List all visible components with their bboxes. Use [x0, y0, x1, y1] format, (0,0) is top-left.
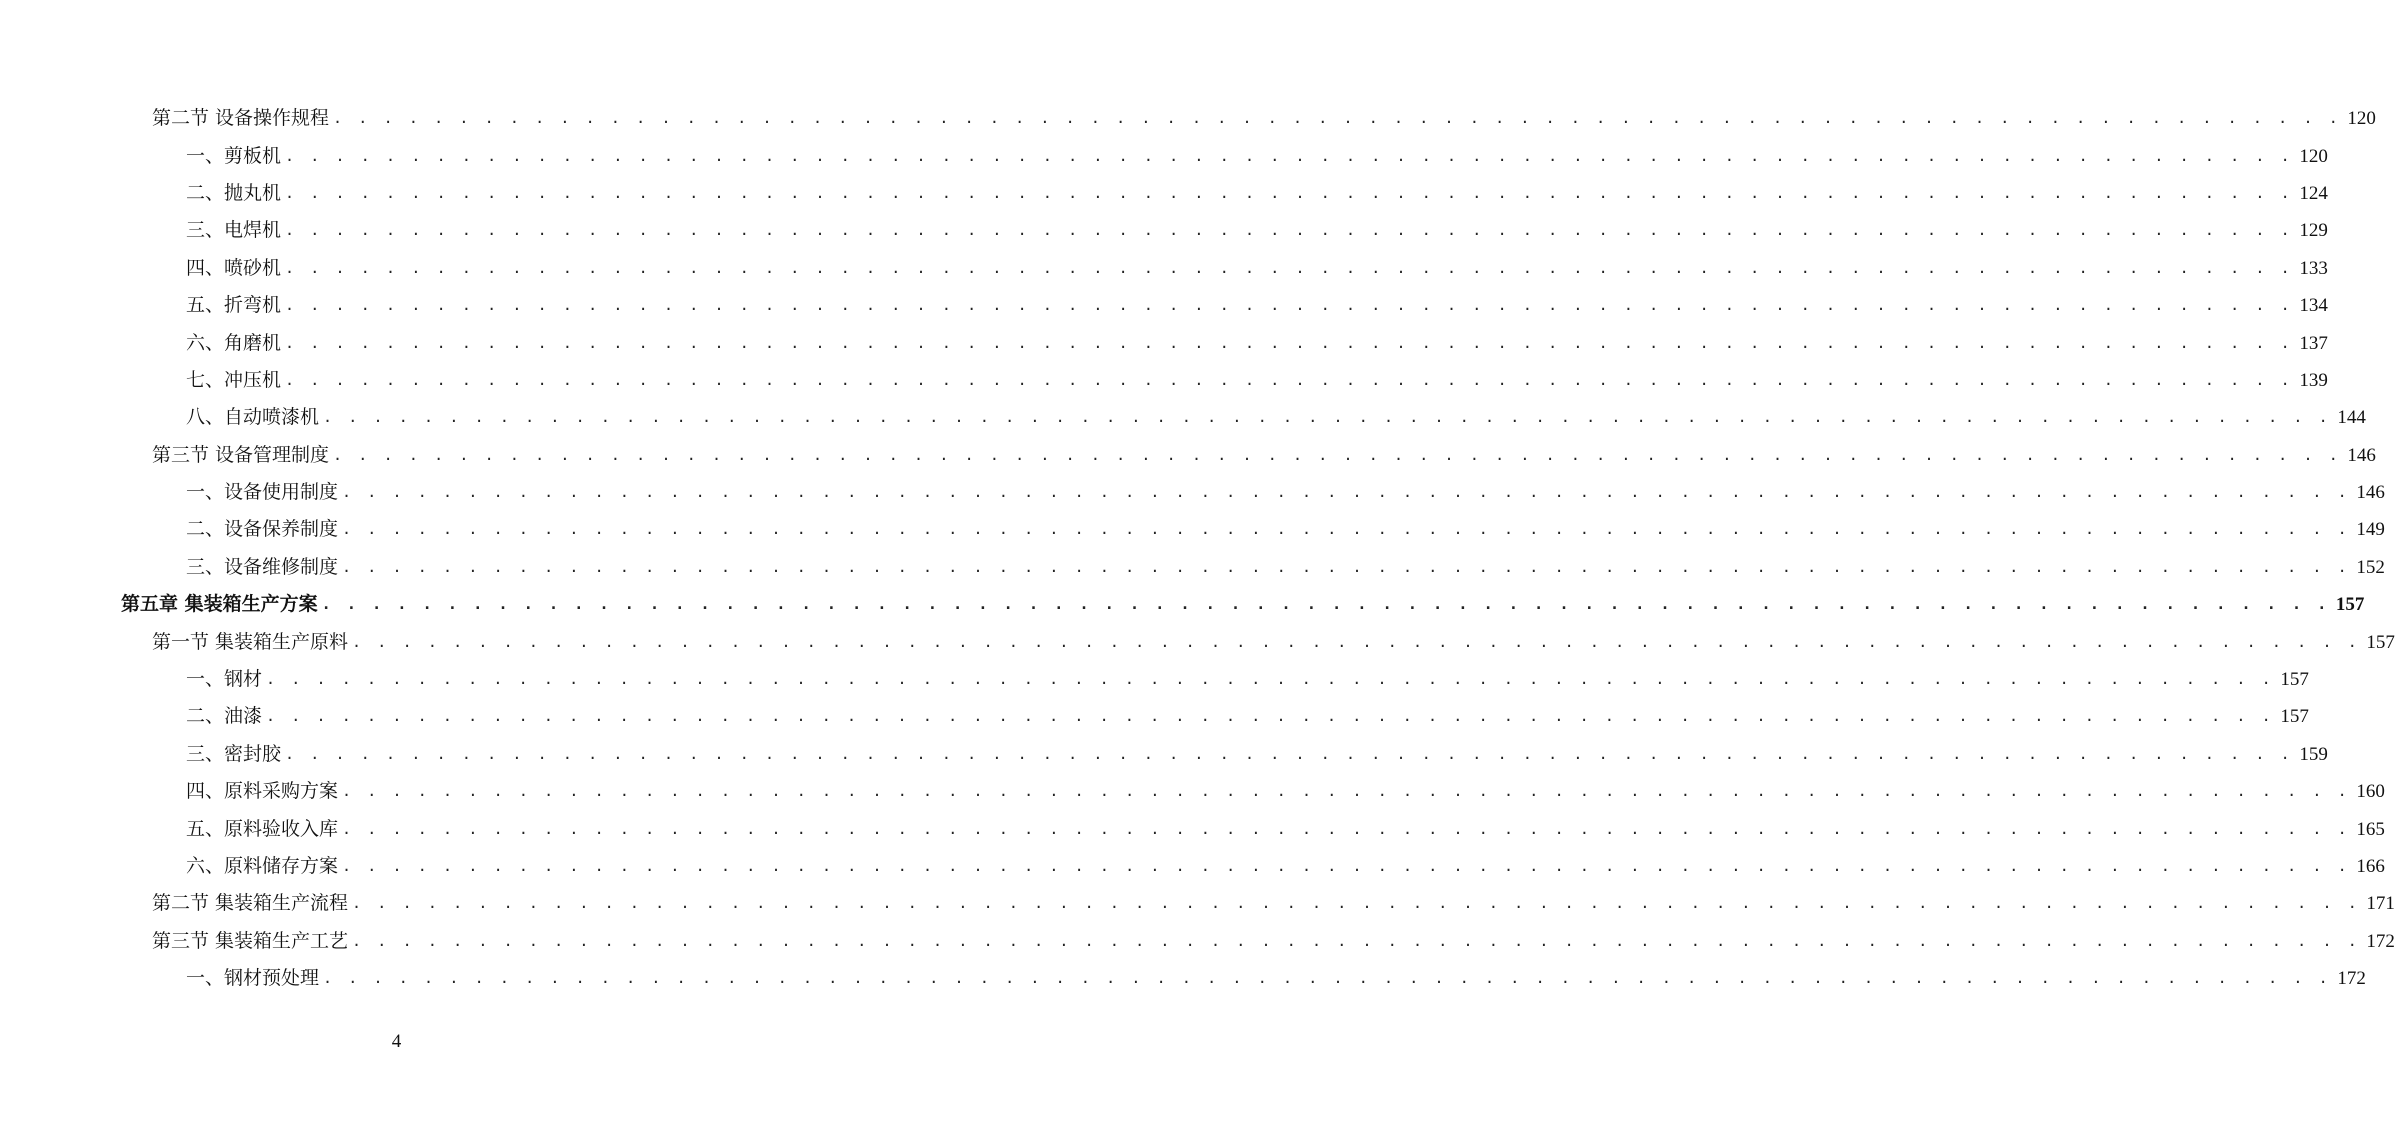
toc-dot-leader: . . . . . . . . . . . . . . . . . . . . . . . . . . . . . . . . . . . . . . . . . . . . . . . . . . . . . . . . . . . . . . . . . . . . . . . . . . . . . . . .: [352, 931, 2361, 950]
toc-entry[interactable]: [0, 399, 2366, 436]
toc-dot-leader: . . . . . . . . . . . . . . . . . . . . . . . . . . . . . . . . . . . . . . . . . . . . . . . . . . . . . . . . . . . . . . . . . . . . . . . . . . . . . . . .: [285, 296, 2294, 315]
toc-entry-page: 129: [2299, 220, 2328, 242]
toc-entry[interactable]: [0, 511, 2385, 548]
toc-entry-title: 七、冲压机: [186, 368, 282, 391]
toc-entry-page: 152: [2356, 556, 2385, 578]
toc-entry-page: 157: [2335, 594, 2365, 616]
toc-entry[interactable]: [0, 923, 2395, 960]
toc-entry-page: 157: [2280, 706, 2309, 728]
toc-entry-page: 166: [2356, 856, 2385, 877]
toc-entry[interactable]: [0, 549, 2385, 586]
toc-entry-title: 二、油漆: [186, 705, 263, 728]
toc-entry[interactable]: [0, 661, 2309, 698]
toc-entry[interactable]: [0, 324, 2328, 361]
toc-entry[interactable]: [0, 960, 2366, 997]
toc-entry-title: 三、设备维修制度: [186, 555, 339, 578]
toc-entry-title: 第五章 集装箱生产方案: [121, 593, 318, 616]
toc-entry-title: 一、剪板机: [186, 144, 282, 167]
toc-entry-page: 157: [2280, 669, 2309, 691]
toc-entry-page: 157: [2366, 631, 2395, 653]
toc-dot-leader: . . . . . . . . . . . . . . . . . . . . . . . . . . . . . . . . . . . . . . . . . . . . . . . . . . . . . . . . . . . . . . . . . . . . . . . . . . . . . . . .: [285, 258, 2294, 277]
toc-entry[interactable]: [0, 137, 2328, 174]
toc-entry-page: 149: [2356, 519, 2385, 541]
toc-dot-leader: . . . . . . . . . . . . . . . . . . . . . . . . . . . . . . . . . . . . . . . . . . . . . . . . . . . . . . . . . . . . . . . . . . . . . . . . . . . . . . . .: [333, 445, 2342, 464]
toc-entry-title: 第三节 设备管理制度: [152, 443, 330, 466]
toc-dot-leader: . . . . . . . . . . . . . . . . . . . . . . . . . . . . . . . . . . . . . . . . . . . . . . . . . . . . . . . . . . . . . . . . . . . . . . . . . . . . . . . .: [266, 670, 2275, 689]
toc-dot-leader: . . . . . . . . . . . . . . . . . . . . . . . . . . . . . . . . . . . . . . . . . . . . . . . . . . . . . . . . . . . . . . . . . . . . . . . . . . . . . . . .: [352, 632, 2361, 651]
toc-dot-leader: . . . . . . . . . . . . . . . . . . . . . . . . . . . . . . . . . . . . . . . . . . . . . . . . . . . . . . . . . . . . . . . . . . . . . . . . . . . . . . . .: [333, 109, 2342, 128]
toc-entry-page: 134: [2299, 295, 2328, 317]
toc-entry[interactable]: [0, 212, 2328, 249]
toc-entry-title: 一、钢材预处理: [186, 967, 320, 990]
toc-entry[interactable]: [0, 287, 2328, 324]
toc-entry-page: 172: [2337, 968, 2366, 990]
toc-entry-page: 137: [2299, 332, 2328, 354]
toc-entry-title: 五、原料验收入库: [186, 817, 339, 840]
toc-entry-page: 171: [2366, 893, 2395, 915]
toc-entry-title: 二、设备保养制度: [186, 518, 339, 541]
table-of-contents: [0, 100, 2395, 997]
toc-entry[interactable]: [0, 250, 2328, 287]
toc-entry[interactable]: [0, 885, 2395, 922]
toc-dot-leader: . . . . . . . . . . . . . . . . . . . . . . . . . . . . . . . . . . . . . . . . . . . . . . . . . . . . . . . . . . . . . . . . . . . . . . . . . . . . . . . .: [342, 520, 2351, 539]
toc-entry[interactable]: [0, 175, 2328, 212]
toc-dot-leader: . . . . . . . . . . . . . . . . . . . . . . . . . . . . . . . . . . . . . . . . . . . . . . . . . . . . . . . . . . . . . . . . . . . . . . . . . . . . . . . .: [342, 857, 2351, 875]
toc-entry-title: 第二节 设备操作规程: [152, 107, 330, 130]
toc-entry-page: 139: [2299, 369, 2328, 391]
toc-entry-title: 六、原料储存方案: [186, 855, 339, 877]
toc-entry-title: 一、钢材: [186, 668, 263, 691]
toc-dot-leader: . . . . . . . . . . . . . . . . . . . . . . . . . . . . . . . . . . . . . . . . . . . . . . . . . . . . . . . . . . . . . . . . . . . . . . . . . . . . . . . .: [285, 370, 2294, 389]
toc-entry-page: 159: [2299, 743, 2328, 765]
toc-entry[interactable]: [0, 100, 2376, 137]
toc-dot-leader: . . . . . . . . . . . . . . . . . . . . . . . . . . . . . . . . . . . . . . . . . . . . . . . . . . . . . . . . . . . . . . . . . . . . . . . . . . . . . . . .: [352, 894, 2361, 913]
toc-entry-page: 120: [2347, 108, 2376, 130]
toc-entry[interactable]: [0, 437, 2376, 474]
toc-entry-page: 165: [2356, 818, 2385, 840]
toc-entry-page: 144: [2337, 407, 2366, 429]
toc-dot-leader: . . . . . . . . . . . . . . . . . . . . . . . . . . . . . . . . . . . . . . . . . . . . . . . . . . . . . . . . . . . . . . . . . . . . . . . . . . . . . . . .: [342, 483, 2351, 502]
toc-entry-title: 第一节 集装箱生产原料: [152, 630, 349, 653]
toc-entry[interactable]: [0, 586, 2365, 623]
toc-entry[interactable]: [0, 736, 2328, 773]
toc-dot-leader: . . . . . . . . . . . . . . . . . . . . . . . . . . . . . . . . . . . . . . . . . . . . . . . . . . . . . . . . . . . . . . . . . . . . . . . . . . . . . . . .: [285, 333, 2294, 352]
toc-dot-leader: . . . . . . . . . . . . . . . . . . . . . . . . . . . . . . . . . . . . . . . . . . . . . . . . . . . . . . . . . . . . . . . . . . . . . . . . . . . . . . . .: [323, 408, 2332, 427]
toc-dot-leader: . . . . . . . . . . . . . . . . . . . . . . . . . . . . . . . . . . . . . . . . . . . . . . . . . . . . . . . . . . . . . . . . . . . . . . . . . . . . . . . .: [323, 969, 2332, 988]
toc-entry-page: 146: [2347, 444, 2376, 466]
toc-entry-title: 三、电焊机: [186, 219, 282, 242]
toc-dot-leader: . . . . . . . . . . . . . . . . . . . . . . . . . . . . . . . . . . . . . . . . . . . . . . . . . . . . . . . . . . . . . . . . . . . . . . . . . . . . . . . .: [342, 782, 2351, 801]
toc-entry-page: 120: [2299, 145, 2328, 167]
toc-entry-page: 124: [2299, 182, 2328, 204]
toc-dot-leader: . . . . . . . . . . . . . . . . . . . . . . . . . . . . . . . . . . . . . . . . . . . . . . . . . . . . . . . . . . . . . . . . . . . . . . . . . . . . . . . .: [285, 744, 2294, 763]
toc-entry[interactable]: [0, 362, 2328, 399]
toc-entry-title: 二、抛丸机: [186, 181, 282, 204]
toc-entry-page: 160: [2356, 781, 2385, 803]
toc-entry-title: 一、设备使用制度: [186, 481, 339, 504]
page-number: 4: [391, 1031, 402, 1052]
toc-entry[interactable]: [0, 773, 2385, 810]
toc-entry-page: 133: [2299, 257, 2328, 279]
toc-entry-title: 六、角磨机: [186, 331, 282, 354]
toc-entry[interactable]: [0, 698, 2309, 735]
toc-dot-leader: . . . . . . . . . . . . . . . . . . . . . . . . . . . . . . . . . . . . . . . . . . . . . . . . . . . . . . . . . . . . . . . . . . . . . . . . . . . . . . . .: [266, 707, 2275, 726]
toc-entry[interactable]: [0, 810, 2385, 847]
toc-dot-leader: . . . . . . . . . . . . . . . . . . . . . . . . . . . . . . . . . . . . . . . . . . . . . . . . . . . . . . . . . . . . . . . . . . . . . . . . . . . . . . . .: [285, 183, 2294, 202]
toc-dot-leader: . . . . . . . . . . . . . . . . . . . . . . . . . . . . . . . . . . . . . . . . . . . . . . . . . . . . . . . . . . . . . . . . . . . . . . . . . . . . . . . .: [342, 557, 2351, 576]
toc-entry[interactable]: [0, 848, 2385, 885]
toc-entry[interactable]: [0, 623, 2395, 660]
toc-entry-title: 八、自动喷漆机: [186, 406, 320, 429]
toc-dot-leader: . . . . . . . . . . . . . . . . . . . . . . . . . . . . . . . . . . . . . . . . . . . . . . . . . . . . . . . . . . . . . . . . . . . . . . . . . . . . . . . .: [285, 146, 2294, 165]
toc-entry-title: 四、喷砂机: [186, 256, 282, 279]
toc-entry-title: 第二节 集装箱生产流程: [152, 892, 349, 915]
toc-entry-page: 172: [2366, 930, 2395, 952]
toc-entry-title: 三、密封胶: [186, 742, 282, 765]
toc-entry-title: 第三节 集装箱生产工艺: [152, 929, 349, 952]
toc-entry[interactable]: [0, 474, 2385, 511]
toc-dot-leader: . . . . . . . . . . . . . . . . . . . . . . . . . . . . . . . . . . . . . . . . . . . . . . . . . . . . . . . . . . . . . . . . . . . . . . . . . . . . . . . .: [285, 221, 2294, 240]
toc-entry-title: 五、折弯机: [186, 294, 282, 317]
toc-dot-leader: . . . . . . . . . . . . . . . . . . . . . . . . . . . . . . . . . . . . . . . . . . . . . . . . . . . . . . . . . . . . . . . . . . . . . . . . . . . . . . . .: [321, 595, 2330, 614]
toc-entry-title: 四、原料采购方案: [186, 780, 339, 803]
toc-entry-page: 146: [2356, 482, 2385, 504]
toc-dot-leader: . . . . . . . . . . . . . . . . . . . . . . . . . . . . . . . . . . . . . . . . . . . . . . . . . . . . . . . . . . . . . . . . . . . . . . . . . . . . . . . .: [342, 819, 2351, 838]
